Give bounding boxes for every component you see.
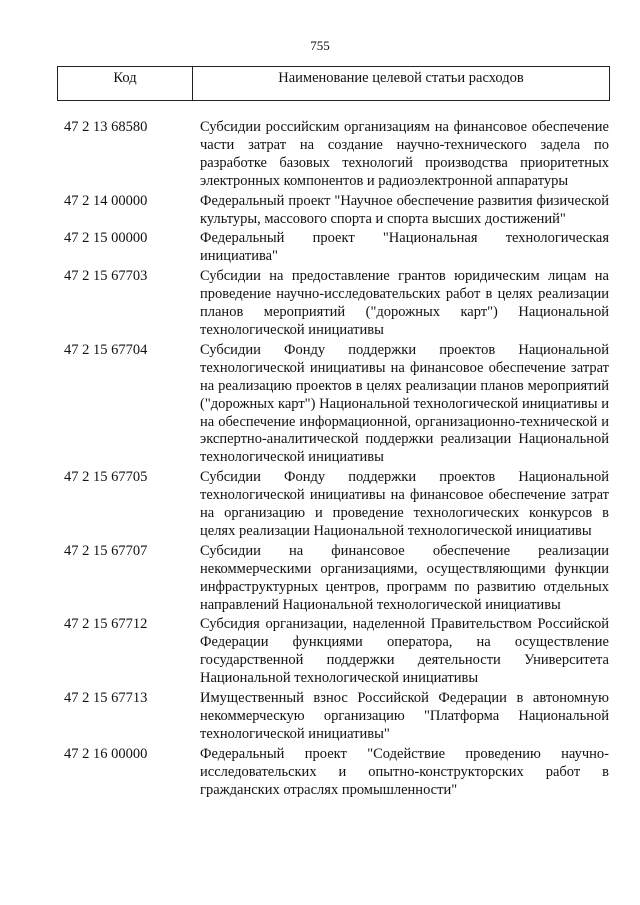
item-code: 47 2 15 67705 <box>64 469 148 486</box>
item-name: Федеральный проект "Научное обеспечение развития физической культуры, массового спорта и спорта высших достижений" <box>200 192 609 227</box>
item-code: 47 2 14 00000 <box>64 192 148 209</box>
item-name: Субсидии российским организациям на финансовое обеспечение части затрат на создание научно-технического задела по разработке базовых технологий производства приоритетных электронных компонентов и радиоэлектронной аппаратуры <box>200 119 609 189</box>
item-name: Субсидии на финансовое обеспечение реализации некоммерческими организациями, осуществляющими функции инфраструктурных центров, программ по развитию отдельных направлений Национальной технологической инициативы <box>200 542 609 613</box>
item-code: 47 2 15 67713 <box>64 690 148 707</box>
table-row <box>64 469 609 541</box>
item-name: Имущественный взнос Российской Федерации в автономную некоммерческую организацию "Платформа Национальной технологической инициативы" <box>200 690 609 742</box>
item-name: Субсидии на предоставление грантов юридическим лицам на проведение научно-исследовательских работ в целях реализации планов мероприятий ("дорожных карт") Национальной технологической инициативы <box>200 268 609 338</box>
table-row <box>64 119 609 191</box>
item-code: 47 2 16 00000 <box>64 745 148 762</box>
header-code: Код <box>58 67 193 100</box>
item-code: 47 2 13 68580 <box>64 119 148 135</box>
item-code: 47 2 15 67703 <box>64 268 148 285</box>
item-code: 47 2 15 00000 <box>64 230 148 247</box>
table-row <box>64 690 609 744</box>
item-code: 47 2 15 67707 <box>64 542 148 559</box>
item-code: 47 2 15 67712 <box>64 616 148 633</box>
item-name: Субсидии Фонду поддержки проектов Национальной технологической инициативы на финансовое обеспечение затрат на организацию и проведение технологических конкурсов в целях реализации Национальной технологической инициативы <box>200 469 609 539</box>
header-name: Наименование целевой статьи расходов <box>278 70 524 86</box>
table-header <box>57 66 610 101</box>
table-row <box>64 543 609 615</box>
page-number: 755 <box>310 38 330 53</box>
item-name: Федеральный проект "Национальная технологическая инициатива" <box>200 230 609 265</box>
table-row <box>64 616 609 688</box>
table-row <box>64 342 609 467</box>
item-name: Федеральный проект "Содействие проведению научно-исследовательских и опытно-конструкторских работ в гражданских отраслях промышленности" <box>200 745 609 798</box>
table-row <box>64 268 609 340</box>
table-row <box>64 193 609 229</box>
expense-items-list <box>64 119 609 802</box>
table-row <box>64 230 609 266</box>
item-code: 47 2 15 67704 <box>64 341 148 358</box>
item-name: Субсидия организации, наделенной Правительством Российской Федерации функциями оператора, на осуществление государственной поддержки деятельности Университета Национальной технологической инициативы <box>200 616 609 687</box>
item-name: Субсидии Фонду поддержки проектов Национальной технологической инициативы на финансовое обеспечение затрат на реализацию проектов в целях реализации планов мероприятий ("дорожных карт") Национальной технологической инициативы и на обеспечение информационной, организационно-технической и экспертно-аналитической поддержки реализации Национальной технологической инициативы <box>200 341 609 466</box>
table-row <box>64 746 609 800</box>
